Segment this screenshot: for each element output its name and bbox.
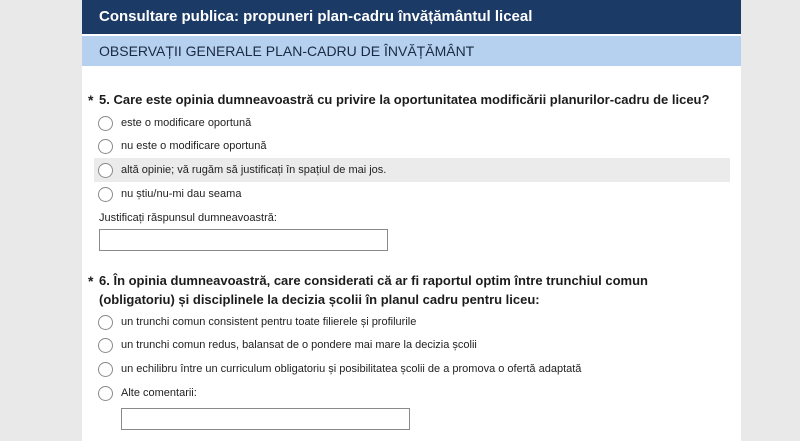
q5-option-alta-opinie[interactable] — [94, 158, 730, 182]
radio-button[interactable] — [98, 187, 113, 202]
comments-input[interactable] — [121, 408, 410, 430]
radio-button[interactable] — [98, 163, 113, 178]
q6-option-redus[interactable] — [94, 333, 730, 357]
radio-button[interactable] — [98, 116, 113, 131]
radio-button[interactable] — [98, 362, 113, 377]
q5-option-oportuna[interactable] — [94, 111, 730, 135]
required-marker: * — [88, 92, 94, 108]
option-label: nu știu/nu-mi dau seama — [121, 188, 242, 200]
survey-title: Consultare publica: propuneri plan-cadru învățământul liceal — [82, 0, 741, 34]
question-5-title: 5. Care este opinia dumneavoastră cu privire la oportunitatea modificării planurilor-cadru de liceu? — [99, 92, 710, 107]
option-label: un trunchi comun redus, balansat de o pondere mai mare la decizia școlii — [121, 339, 477, 351]
question-6-title: 6. În opinia dumneavoastră, care considerati că ar fi raportul optim între trunchiul comun (obligatoriu) și disciplinele la decizia școlii în planul cadru pentru liceu: — [99, 273, 649, 307]
survey-page — [82, 0, 741, 441]
radio-button[interactable] — [98, 315, 113, 330]
question-5-title-row — [82, 90, 741, 109]
option-label: Alte comentarii: — [121, 387, 197, 399]
option-label: un echilibru între un curriculum obligatoriu și posibilitatea școlii de a promova o ofertă adaptată — [121, 363, 582, 375]
justify-input[interactable] — [99, 229, 388, 251]
option-label: altă opinie; vă rugăm să justificați în spațiul de mai jos. — [121, 164, 387, 176]
q6-option-alte-comentarii[interactable] — [94, 381, 730, 405]
q6-option-consistent[interactable] — [94, 310, 730, 334]
justify-label: Justificați răspunsul dumneavoastră: — [99, 212, 277, 224]
radio-button[interactable] — [98, 386, 113, 401]
option-label: un trunchi comun consistent pentru toate filierele și profilurile — [121, 316, 417, 328]
option-label: este o modificare oportună — [121, 117, 252, 129]
option-label: nu este o modificare oportună — [121, 140, 267, 152]
section-title: OBSERVAȚII GENERALE PLAN-CADRU DE ÎNVĂȚĂMÂNT — [82, 36, 741, 66]
question-6-title-row — [82, 271, 741, 309]
radio-button[interactable] — [98, 338, 113, 353]
q5-option-nu-stiu[interactable] — [94, 182, 730, 206]
q6-option-echilibru[interactable] — [94, 357, 730, 381]
radio-button[interactable] — [98, 139, 113, 154]
q5-option-neoportuna[interactable] — [94, 134, 730, 158]
required-marker: * — [88, 273, 94, 289]
question-5 — [82, 90, 741, 109]
question-6 — [82, 271, 741, 309]
